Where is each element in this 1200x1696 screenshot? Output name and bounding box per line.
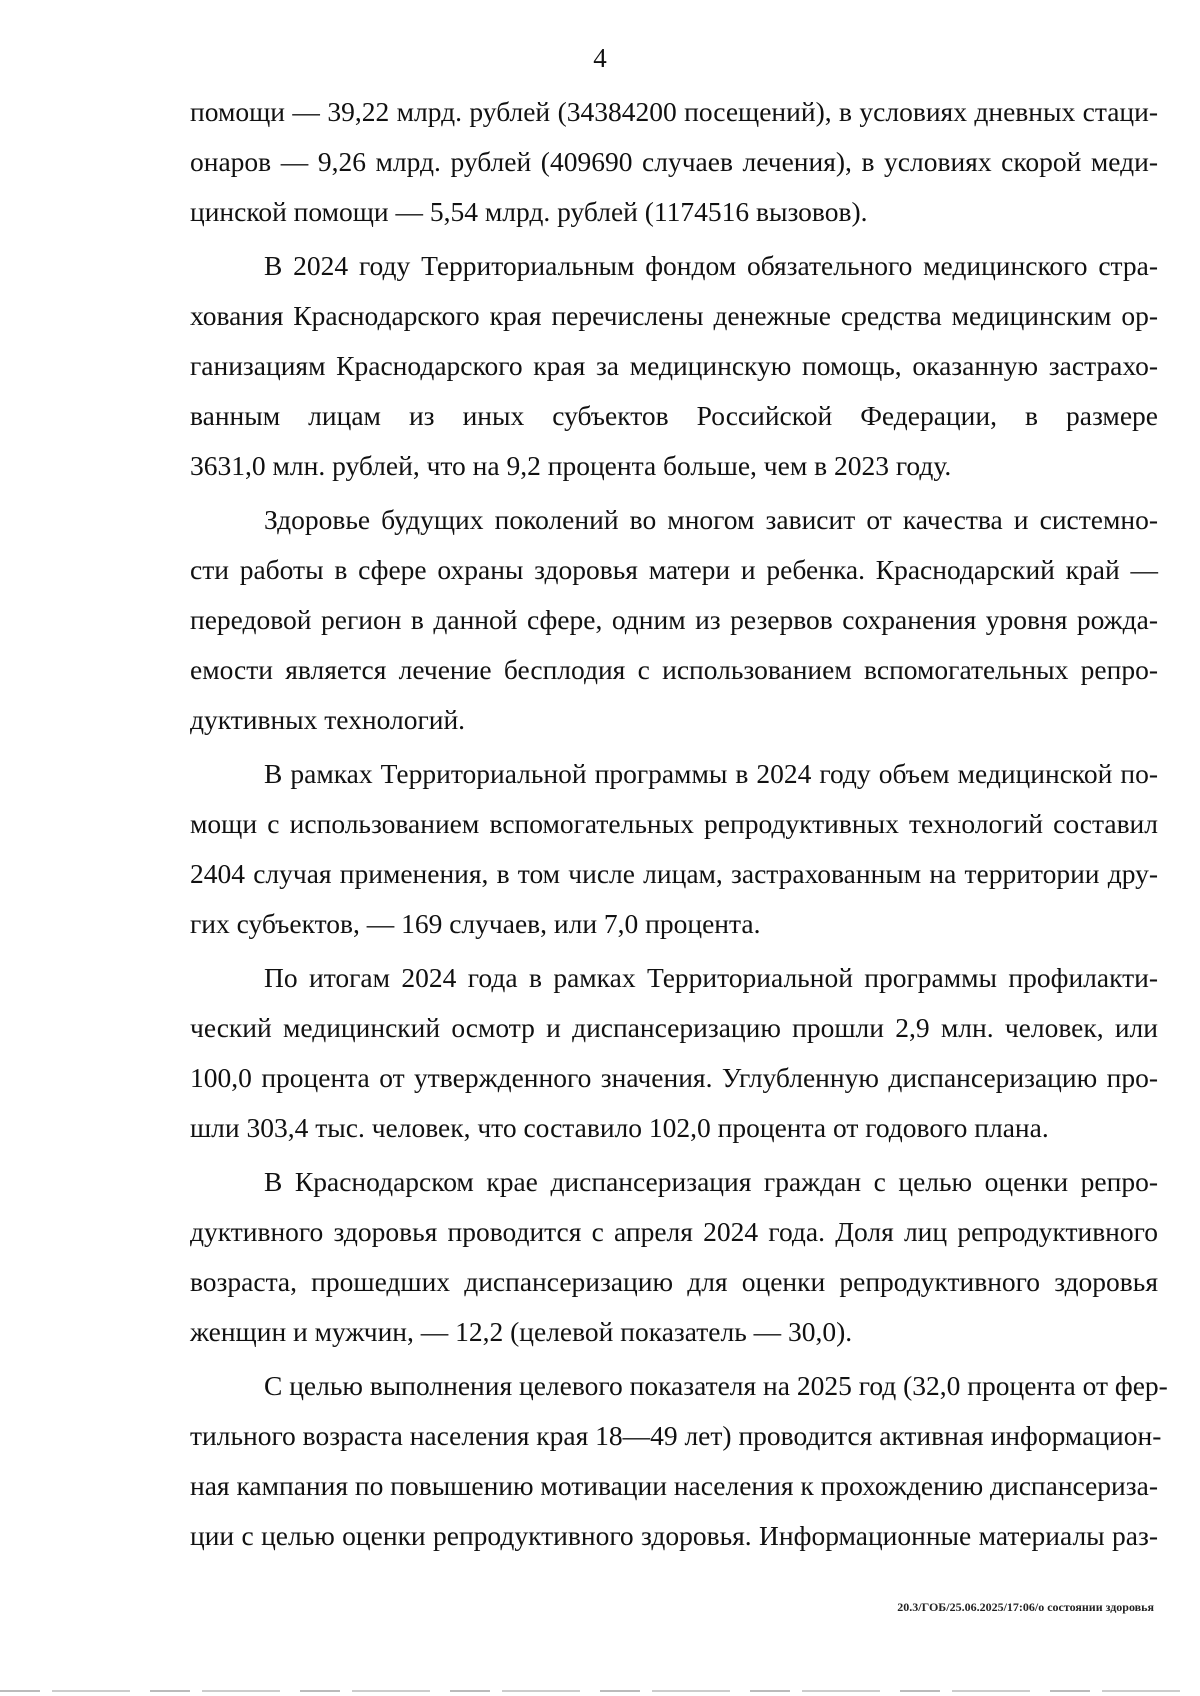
text-line: тильного возраста населения края 18—49 лет) проводится активная информацион- — [190, 1420, 1162, 1451]
document-body — [190, 94, 1168, 1568]
text-line: женщин и мужчин, — 12,2 (целевой показатель — 30,0). — [190, 1316, 853, 1347]
text-line: цинской помощи — 5,54 млрд. рублей (1174516 вызовов). — [190, 196, 868, 227]
text-line: возраста, прошедших диспансеризацию для оценки репродуктивного здоровья — [190, 1266, 1158, 1297]
footer-document-code: 20.3/ГОБ/25.06.2025/17:06/о состоянии здоровья — [897, 1600, 1154, 1614]
text-line: дуктивного здоровья проводится с апреля 2024 года. Доля лиц репродуктивного — [190, 1216, 1158, 1247]
text-line: В 2024 году Территориальным фондом обязательного медицинского стра- — [264, 250, 1158, 281]
text-line: В Краснодарском крае диспансеризация граждан с целью оценки репро- — [264, 1166, 1158, 1197]
text-line: емости является лечение бесплодия с использованием вспомогательных репро- — [190, 654, 1158, 685]
text-line: В рамках Территориальной программы в 2024 году объем медицинской по- — [264, 758, 1158, 789]
text-line: шли 303,4 тыс. человек, что составило 102,0 процента от годового плана. — [190, 1112, 1049, 1143]
paragraph — [190, 94, 1158, 244]
text-line: передовой регион в данной сфере, одним из резервов сохранения уровня рожда- — [190, 604, 1158, 635]
text-line: мощи с использованием вспомогательных репродуктивных технологий составил — [190, 808, 1158, 839]
paragraph — [190, 960, 1158, 1160]
text-line: дуктивных технологий. — [190, 704, 466, 735]
paragraph — [190, 1368, 1168, 1568]
text-line: 3631,0 млн. рублей, что на 9,2 процента больше, чем в 2023 году. — [190, 450, 952, 481]
paragraph — [190, 1164, 1158, 1364]
text-line: Здоровье будущих поколений во многом зависит от качества и системно- — [264, 504, 1158, 535]
scan-edge-artifact — [0, 1690, 1200, 1692]
text-line: сти работы в сфере охраны здоровья матери и ребенка. Краснодарский край — — [190, 554, 1158, 585]
text-line: С целью выполнения целевого показателя на 2025 год (32,0 процента от фер- — [264, 1370, 1168, 1401]
paragraph — [190, 502, 1158, 752]
text-line: ная кампания по повышению мотивации населения к прохождению диспансериза- — [190, 1470, 1158, 1501]
page-number: 4 — [593, 43, 607, 73]
text-line: хования Краснодарского края перечислены денежные средства медицинским ор- — [190, 300, 1158, 331]
paragraph — [190, 248, 1158, 498]
text-line: 2404 случая применения, в том числе лицам, застрахованным на территории дру- — [190, 858, 1158, 889]
text-line: онаров — 9,26 млрд. рублей (409690 случаев лечения), в условиях скорой меди- — [190, 146, 1158, 177]
text-line: 100,0 процента от утвержденного значения. Углубленную диспансеризацию про- — [190, 1062, 1158, 1093]
paragraph — [190, 756, 1158, 956]
text-line: ческий медицинский осмотр и диспансеризацию прошли 2,9 млн. человек, или — [190, 1012, 1158, 1043]
text-line: По итогам 2024 года в рамках Территориальной программы профилакти- — [264, 962, 1158, 993]
text-line: помощи — 39,22 млрд. рублей (34384200 посещений), в условиях дневных стаци- — [190, 96, 1158, 127]
text-line: ванным лицам из иных субъектов Российской Федерации, в размере — [190, 400, 1158, 431]
text-line: ции с целью оценки репродуктивного здоровья. Информационные материалы раз- — [190, 1520, 1158, 1551]
text-line: гих субъектов, — 169 случаев, или 7,0 процента. — [190, 908, 761, 939]
text-line: ганизациям Краснодарского края за медицинскую помощь, оказанную застрахо- — [190, 350, 1158, 381]
